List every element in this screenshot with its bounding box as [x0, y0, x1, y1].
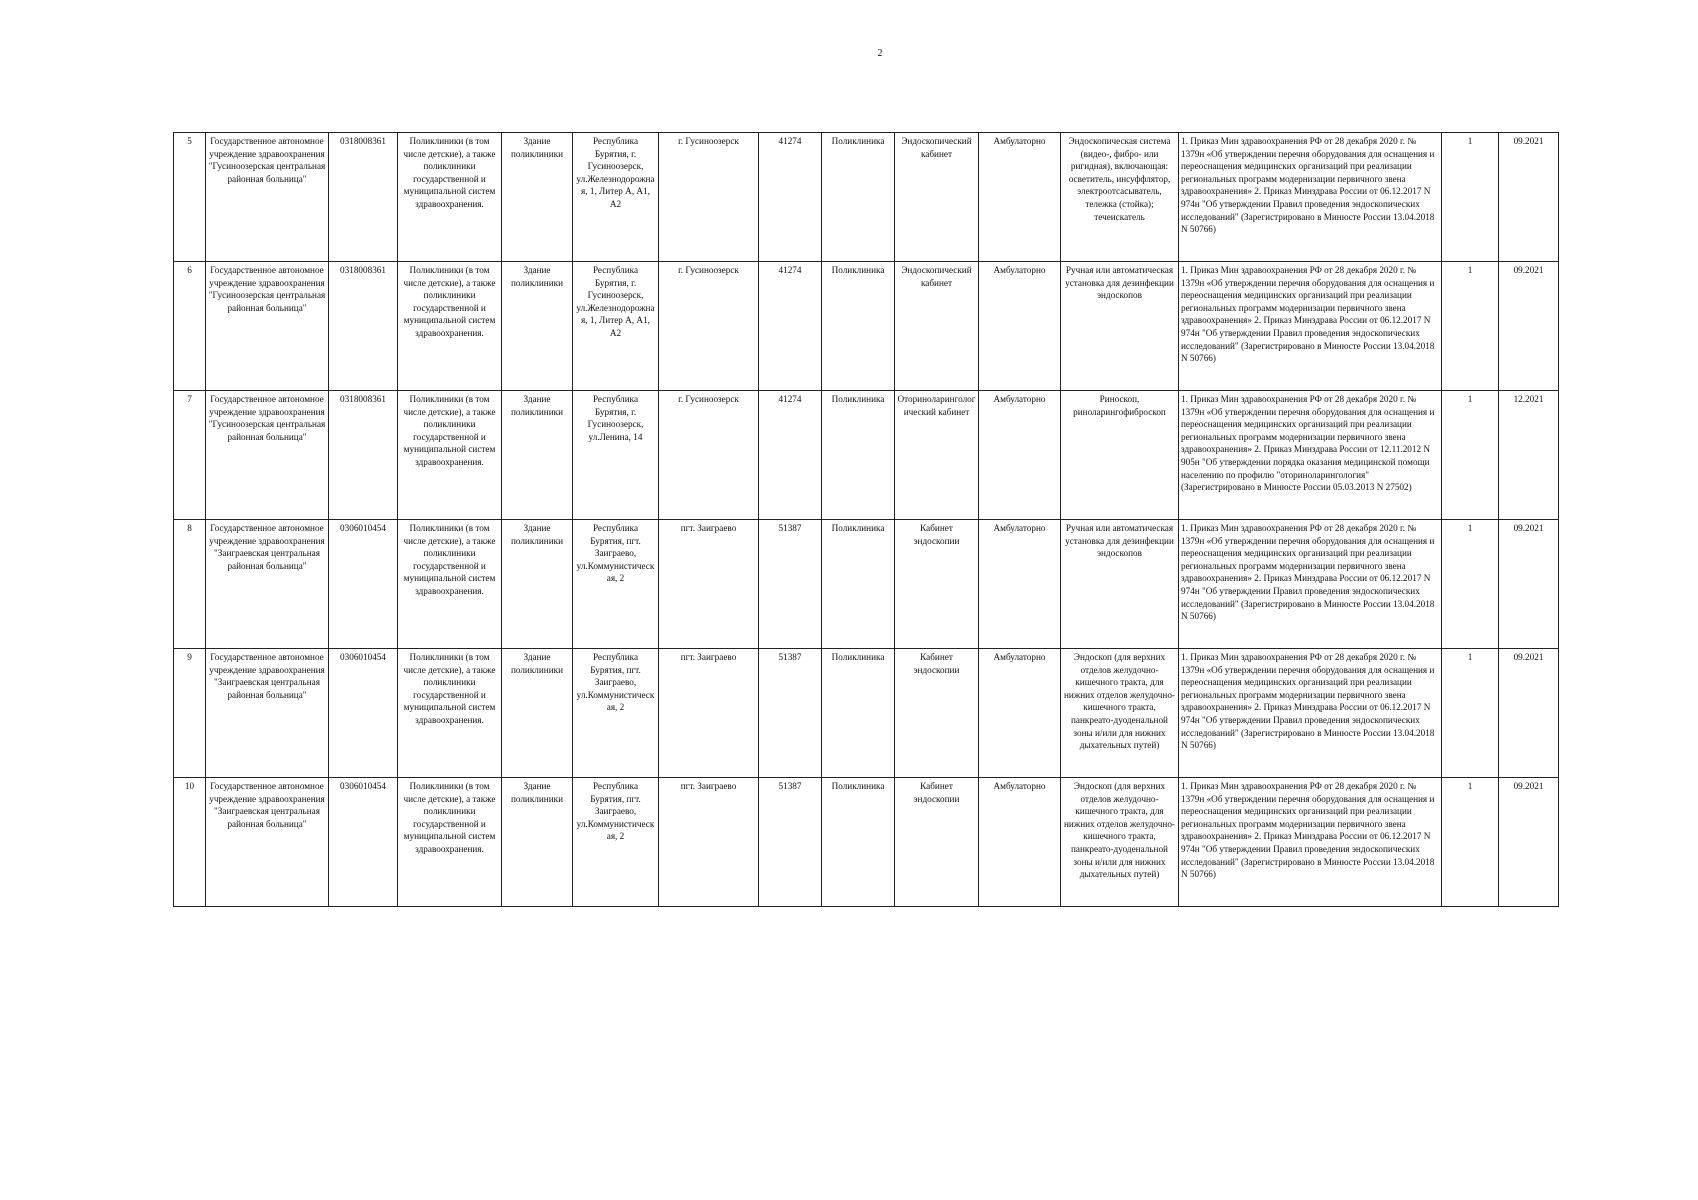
equipment-name: Эндоскоп (для верхних отделов желудочно-кишечного тракта, для нижних отделов желудочно-кишечного тракта, панкреато-дуоденальной зоны и/или для нижних дыхательных путей): [1061, 778, 1179, 907]
address: Республика Бурятия, пгт. Заиграево, ул.Коммунистическая, 2: [573, 778, 659, 907]
settlement: пгт. Заиграево: [659, 520, 759, 649]
table-row: [174, 520, 1559, 649]
address: Республика Бурятия, г. Гусиноозерск, ул.Железнодорожная, 1, Литер А, А1, А2: [573, 262, 659, 391]
due-date: 09.2021: [1499, 778, 1559, 907]
address: Республика Бурятия, г. Гусиноозерск, ул.Ленина, 14: [573, 391, 659, 520]
due-date: 09.2021: [1499, 649, 1559, 778]
table-row: [174, 391, 1559, 520]
building: Здание поликлиники: [502, 133, 573, 262]
organization-name: Государственное автономное учреждение здравоохранения "Заиграевская центральная районная больница": [206, 649, 329, 778]
facility-type: Поликлиники (в том числе детские), а также поликлиники государственной и муниципальной систем здравоохранения.: [398, 391, 502, 520]
unit: Поликлиника: [822, 391, 895, 520]
equipment-name: Ручная или автоматическая установка для дезинфекции эндоскопов: [1061, 520, 1179, 649]
room: Кабинет эндоскопии: [895, 520, 979, 649]
organization-code: 0318008361: [329, 262, 398, 391]
settlement: г. Гусиноозерск: [659, 262, 759, 391]
building: Здание поликлиники: [502, 391, 573, 520]
room: Кабинет эндоскопии: [895, 649, 979, 778]
quantity: 1: [1442, 391, 1499, 520]
building: Здание поликлиники: [502, 778, 573, 907]
quantity: 1: [1442, 262, 1499, 391]
oktmo-code: 41274: [759, 391, 822, 520]
care-mode: Амбулаторно: [979, 520, 1061, 649]
due-date: 12.2021: [1499, 391, 1559, 520]
address: Республика Бурятия, пгт. Заиграево, ул.Коммунистическая, 2: [573, 520, 659, 649]
equipment-name: Ручная или автоматическая установка для дезинфекции эндоскопов: [1061, 262, 1179, 391]
table-row: [174, 649, 1559, 778]
address: Республика Бурятия, г. Гусиноозерск, ул.Железнодорожная, 1, Литер А, А1, А2: [573, 133, 659, 262]
equipment-name: Риноскоп, риноларингофиброскоп: [1061, 391, 1179, 520]
unit: Поликлиника: [822, 262, 895, 391]
oktmo-code: 41274: [759, 262, 822, 391]
due-date: 09.2021: [1499, 133, 1559, 262]
room: Эндоскопический кабинет: [895, 133, 979, 262]
organization-code: 0306010454: [329, 520, 398, 649]
legal-basis: 1. Приказ Мин здравоохранения РФ от 28 декабря 2020 г. № 1379н «Об утверждении перечня оборудования для оснащения и переоснащения медицинских организаций при реализации региональных программ модернизации первичного звена здравоохранения» 2. Приказ Минздрава России от 06.12.2017 N 974н "Об утверждении Правил проведения эндоскопических исследований" (Зарегистрировано в Минюсте России 13.04.2018 N 50766): [1179, 262, 1442, 391]
table-row: [174, 133, 1559, 262]
facility-type: Поликлиники (в том числе детские), а также поликлиники государственной и муниципальной систем здравоохранения.: [398, 133, 502, 262]
building: Здание поликлиники: [502, 262, 573, 391]
row-number: 7: [174, 391, 206, 520]
legal-basis: 1. Приказ Мин здравоохранения РФ от 28 декабря 2020 г. № 1379н «Об утверждении перечня оборудования для оснащения и переоснащения медицинских организаций при реализации региональных программ модернизации первичного звена здравоохранения» 2. Приказ Минздрава России от 06.12.2017 N 974н "Об утверждении Правил проведения эндоскопических исследований" (Зарегистрировано в Минюсте России 13.04.2018 N 50766): [1179, 778, 1442, 907]
organization-code: 0306010454: [329, 649, 398, 778]
equipment-table: [173, 132, 1559, 907]
organization-code: 0306010454: [329, 778, 398, 907]
building: Здание поликлиники: [502, 520, 573, 649]
organization-name: Государственное автономное учреждение здравоохранения "Заиграевская центральная районная больница": [206, 520, 329, 649]
organization-name: Государственное автономное учреждение здравоохранения "Гусиноозерская центральная районная больница": [206, 391, 329, 520]
row-number: 8: [174, 520, 206, 649]
equipment-name: Эндоскоп (для верхних отделов желудочно-кишечного тракта, для нижних отделов желудочно-кишечного тракта, панкреато-дуоденальной зоны и/или для нижних дыхательных путей): [1061, 649, 1179, 778]
room: Эндоскопический кабинет: [895, 262, 979, 391]
unit: Поликлиника: [822, 778, 895, 907]
page-number: 2: [877, 48, 883, 59]
legal-basis: 1. Приказ Мин здравоохранения РФ от 28 декабря 2020 г. № 1379н «Об утверждении перечня оборудования для оснащения и переоснащения медицинских организаций при реализации региональных программ модернизации первичного звена здравоохранения» 2. Приказ Минздрава России от 06.12.2017 N 974н "Об утверждении Правил проведения эндоскопических исследований" (Зарегистрировано в Минюсте России 13.04.2018 N 50766): [1179, 520, 1442, 649]
building: Здание поликлиники: [502, 649, 573, 778]
oktmo-code: 51387: [759, 520, 822, 649]
facility-type: Поликлиники (в том числе детские), а также поликлиники государственной и муниципальной систем здравоохранения.: [398, 262, 502, 391]
settlement: пгт. Заиграево: [659, 649, 759, 778]
address: Республика Бурятия, пгт. Заиграево, ул.Коммунистическая, 2: [573, 649, 659, 778]
legal-basis: 1. Приказ Мин здравоохранения РФ от 28 декабря 2020 г. № 1379н «Об утверждении перечня оборудования для оснащения и переоснащения медицинских организаций при реализации региональных программ модернизации первичного звена здравоохранения» 2. Приказ Минздрава России от 06.12.2017 N 974н "Об утверждении Правил проведения эндоскопических исследований" (Зарегистрировано в Минюсте России 13.04.2018 N 50766): [1179, 649, 1442, 778]
unit: Поликлиника: [822, 649, 895, 778]
care-mode: Амбулаторно: [979, 133, 1061, 262]
oktmo-code: 41274: [759, 133, 822, 262]
oktmo-code: 51387: [759, 649, 822, 778]
settlement: г. Гусиноозерск: [659, 133, 759, 262]
organization-name: Государственное автономное учреждение здравоохранения "Заиграевская центральная районная больница": [206, 778, 329, 907]
quantity: 1: [1442, 778, 1499, 907]
row-number: 6: [174, 262, 206, 391]
equipment-name: Эндоскопическая система (видео-, фибро- или ригидная), включающая: осветитель, инсуффлятор, электроотсасыватель, тележка (стойка); течеискатель: [1061, 133, 1179, 262]
due-date: 09.2021: [1499, 262, 1559, 391]
row-number: 10: [174, 778, 206, 907]
settlement: пгт. Заиграево: [659, 778, 759, 907]
organization-name: Государственное автономное учреждение здравоохранения "Гусиноозерская центральная районная больница": [206, 262, 329, 391]
care-mode: Амбулаторно: [979, 649, 1061, 778]
table-row: [174, 262, 1559, 391]
row-number: 5: [174, 133, 206, 262]
quantity: 1: [1442, 520, 1499, 649]
organization-code: 0318008361: [329, 391, 398, 520]
settlement: г. Гусиноозерск: [659, 391, 759, 520]
facility-type: Поликлиники (в том числе детские), а также поликлиники государственной и муниципальной систем здравоохранения.: [398, 520, 502, 649]
care-mode: Амбулаторно: [979, 391, 1061, 520]
facility-type: Поликлиники (в том числе детские), а также поликлиники государственной и муниципальной систем здравоохранения.: [398, 778, 502, 907]
organization-name: Государственное автономное учреждение здравоохранения "Гусиноозерская центральная районная больница": [206, 133, 329, 262]
care-mode: Амбулаторно: [979, 778, 1061, 907]
room: Кабинет эндоскопии: [895, 778, 979, 907]
care-mode: Амбулаторно: [979, 262, 1061, 391]
due-date: 09.2021: [1499, 520, 1559, 649]
oktmo-code: 51387: [759, 778, 822, 907]
quantity: 1: [1442, 649, 1499, 778]
row-number: 9: [174, 649, 206, 778]
table-row: [174, 778, 1559, 907]
unit: Поликлиника: [822, 133, 895, 262]
organization-code: 0318008361: [329, 133, 398, 262]
quantity: 1: [1442, 133, 1499, 262]
room: Оториноларингологический кабинет: [895, 391, 979, 520]
legal-basis: 1. Приказ Мин здравоохранения РФ от 28 декабря 2020 г. № 1379н «Об утверждении перечня оборудования для оснащения и переоснащения медицинских организаций при реализации региональных программ модернизации первичного звена здравоохранения» 2. Приказ Минздрава России от 12.11.2012 N 905н "Об утверждении порядка оказания медицинской помощи населению по профилю "оториноларингология" (Зарегистрировано в Минюсте России 05.03.2013 N 27502): [1179, 391, 1442, 520]
unit: Поликлиника: [822, 520, 895, 649]
facility-type: Поликлиники (в том числе детские), а также поликлиники государственной и муниципальной систем здравоохранения.: [398, 649, 502, 778]
legal-basis: 1. Приказ Мин здравоохранения РФ от 28 декабря 2020 г. № 1379н «Об утверждении перечня оборудования для оснащения и переоснащения медицинских организаций при реализации региональных программ модернизации первичного звена здравоохранения» 2. Приказ Минздрава России от 06.12.2017 N 974н "Об утверждении Правил проведения эндоскопических исследований" (Зарегистрировано в Минюсте России 13.04.2018 N 50766): [1179, 133, 1442, 262]
